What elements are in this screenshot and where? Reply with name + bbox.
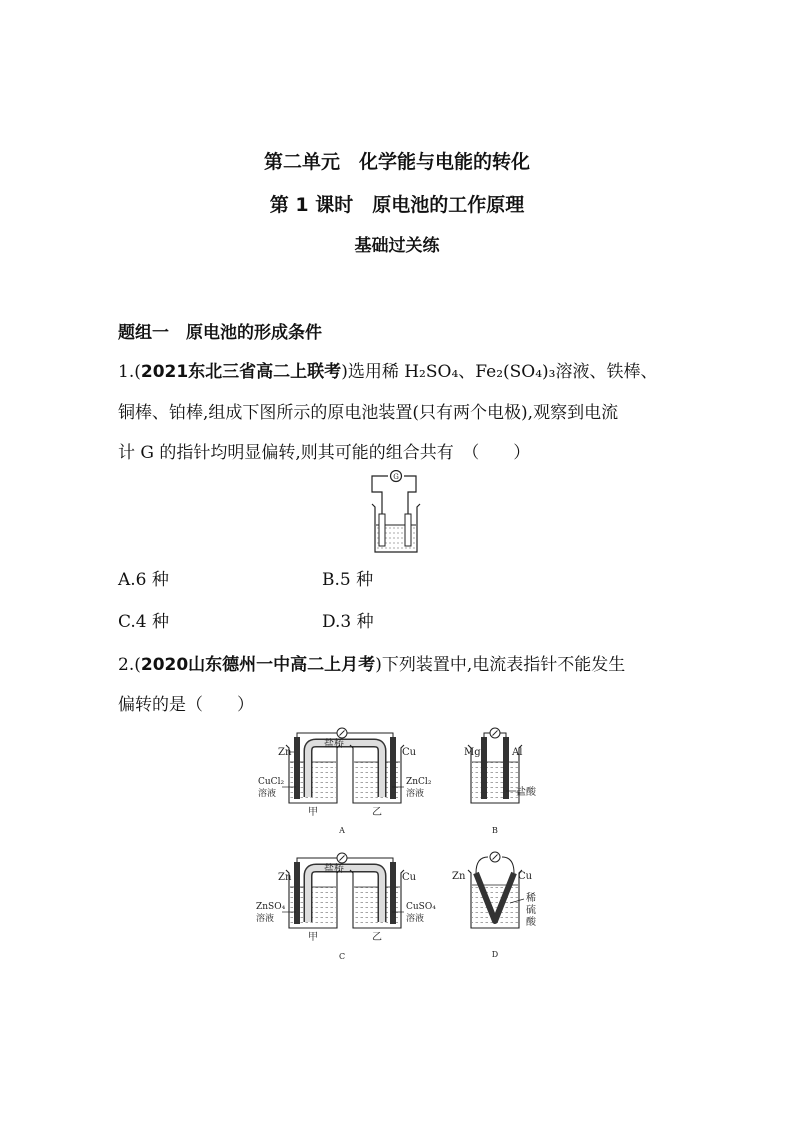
apparatus-c (256, 853, 436, 961)
a-label-right-sol-1: ZnCl₂ (406, 777, 432, 787)
section-title: 基础过关练 (354, 236, 440, 256)
q2-source: 2020山东德州一中高二上月考 (140, 655, 376, 675)
a-label-vessel-right: 乙 (372, 807, 382, 818)
a-label-bridge: 盐桥 (324, 739, 344, 750)
a-label-zn: Zn (278, 747, 292, 758)
q2-number: 2.( (118, 655, 141, 675)
c-caption: C (338, 952, 346, 961)
c-label-right-sol-1: CuSO₄ (406, 902, 436, 912)
a-electrode-zn (294, 737, 300, 799)
b-label-al: Al (512, 747, 523, 758)
c-label-cu: Cu (402, 872, 417, 883)
a-label-right-sol-2: 溶液 (406, 789, 425, 799)
q1-electrode-left (379, 514, 385, 546)
q1-wire-right (404, 476, 416, 514)
q1-wire-left (372, 476, 388, 514)
q1-option-c: C.4 种 (118, 612, 170, 632)
c-label-vessel-right: 乙 (372, 932, 382, 943)
d-label-cu: Cu (518, 871, 533, 882)
c-label-vessel-left: 甲 (308, 932, 318, 943)
q2-figure (240, 725, 560, 965)
q1-option-d: D.3 种 (322, 612, 374, 632)
q1-line1-text: )选用稀 H₂SO₄、Fe₂(SO₄)₃溶液、铁棒、 (341, 362, 658, 382)
q1-source: 2021东北三省高二上联考 (140, 362, 342, 382)
c-label-left-sol-2: 溶液 (256, 914, 275, 924)
q1-figure (360, 470, 440, 556)
lesson-title: 第 1 课时 原电池的工作原理 (269, 194, 525, 216)
q1-electrode-right (405, 514, 411, 546)
q1-number: 1.( (118, 362, 141, 382)
a-label-vessel-left: 甲 (308, 807, 318, 818)
a-label-left-sol-2: 溶液 (258, 789, 277, 799)
a-electrode-cu (390, 737, 396, 799)
apparatus-b (464, 728, 537, 835)
c-label-zn: Zn (278, 872, 292, 883)
q2-line2: 偏转的是（ ） (118, 695, 254, 715)
apparatus-a (258, 728, 432, 835)
unit-title: 第二单元 化学能与电能的转化 (263, 151, 530, 173)
b-label-solution: 盐酸 (516, 787, 536, 798)
d-label-zn: Zn (452, 871, 466, 882)
b-electrode-al (503, 737, 509, 799)
c-label-bridge: 盐桥 (324, 864, 344, 875)
q2-line1-text: )下列装置中,电流表指针不能发生 (375, 655, 626, 675)
q1-line3: 计 G 的指针均明显偏转,则其可能的组合共有 （ ） (118, 443, 531, 463)
d-label-sol-2: 硫 (526, 905, 536, 916)
q1-option-b: B.5 种 (322, 570, 374, 590)
b-liquid (472, 762, 518, 802)
q1-meter-label: G (393, 473, 399, 481)
apparatus-d (452, 852, 537, 959)
group-title: 题组一 原电池的形成条件 (118, 323, 322, 343)
q1-line2: 铜棒、铂棒,组成下图所示的原电池装置(只有两个电极),观察到电流 (118, 403, 619, 423)
a-label-left-sol-1: CuCl₂ (258, 777, 285, 787)
c-label-left-sol-1: ZnSO₄ (256, 902, 286, 912)
d-label-sol-3: 酸 (526, 917, 536, 928)
a-caption: A (339, 826, 345, 835)
d-caption: D (491, 950, 499, 959)
b-label-mg: Mg (464, 747, 481, 758)
c-electrode-zn (294, 862, 300, 924)
a-label-cu: Cu (402, 747, 417, 758)
b-caption: B (492, 826, 498, 835)
d-label-sol-1: 稀 (526, 893, 536, 904)
c-label-right-sol-2: 溶液 (406, 914, 425, 924)
q1-line1 (118, 357, 657, 382)
c-electrode-cu (390, 862, 396, 924)
b-electrode-mg (481, 737, 487, 799)
q1-option-a: A.6 种 (118, 570, 169, 590)
q2-line1 (118, 650, 625, 675)
